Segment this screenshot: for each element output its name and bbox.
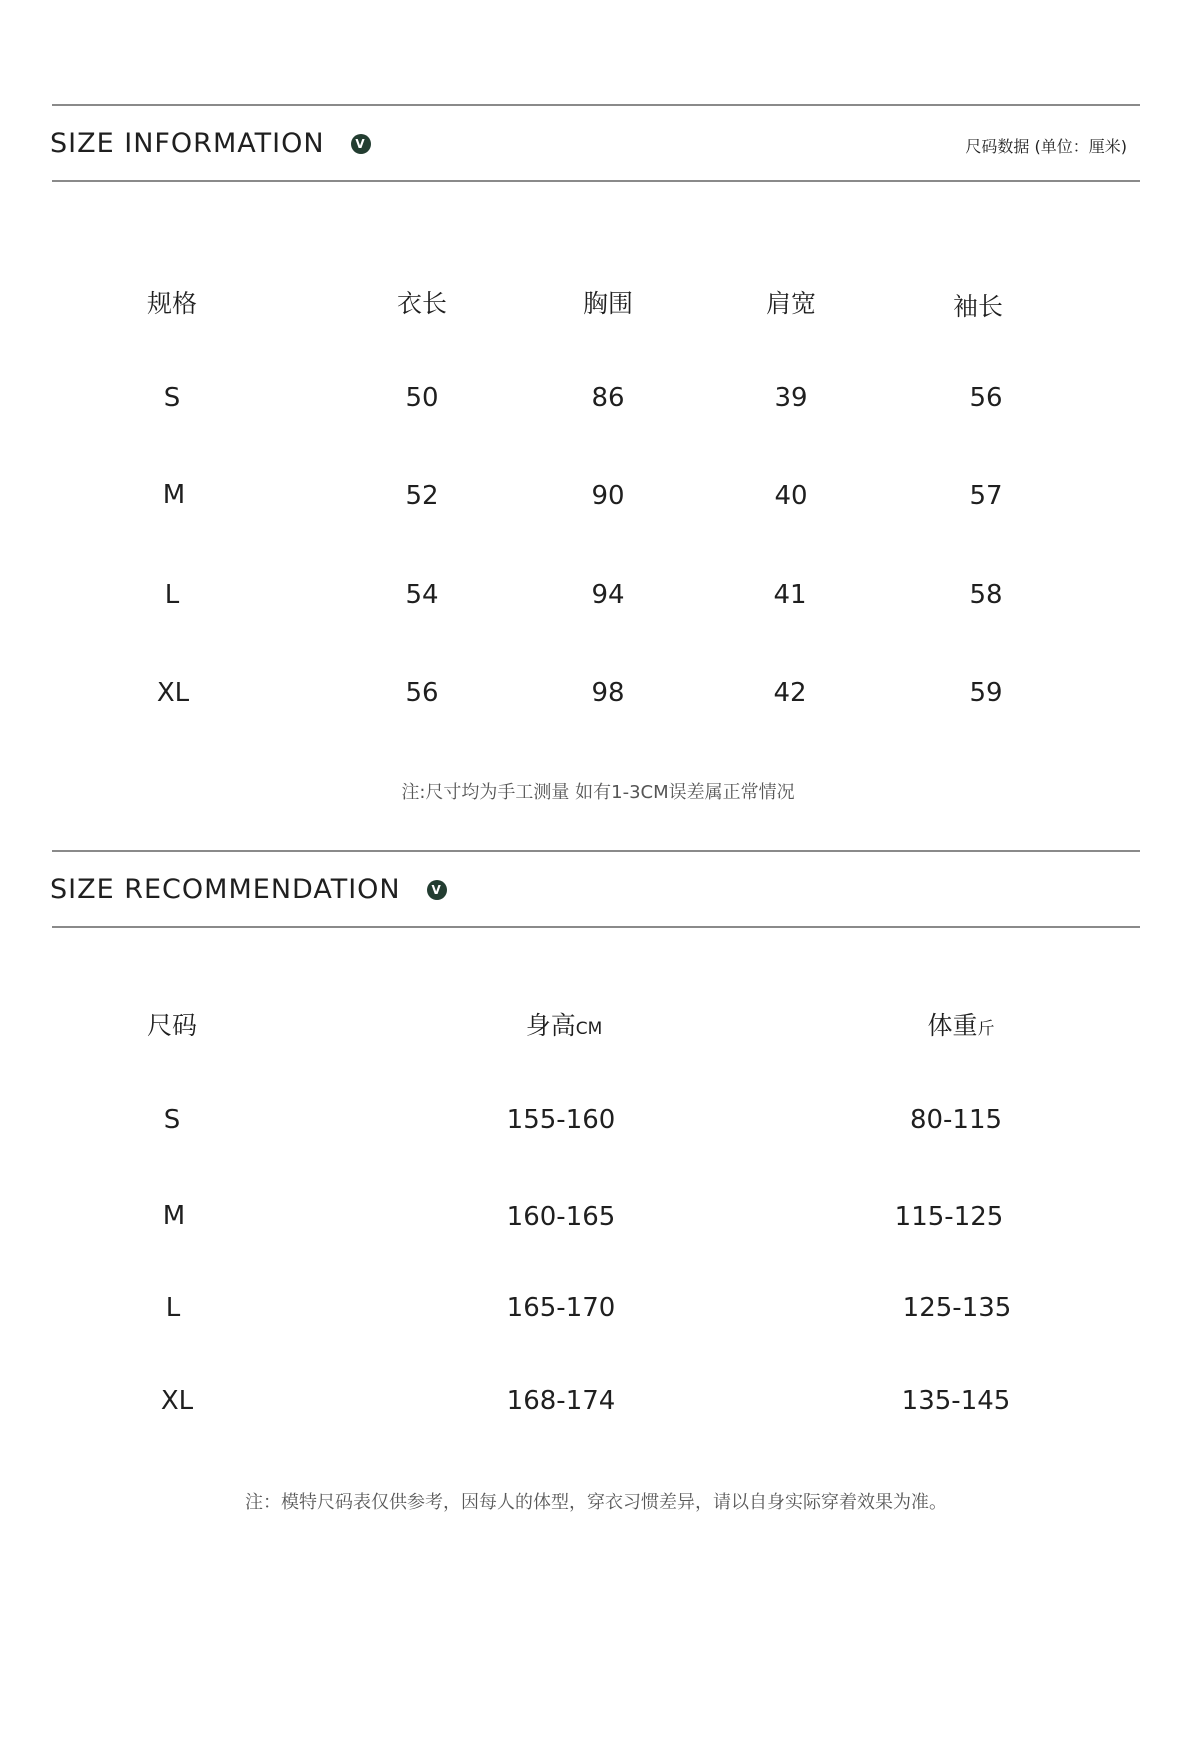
check-badge-icon: V — [427, 880, 447, 900]
table-cell: 40 — [774, 481, 808, 511]
size-info-header-sleeve: 袖长 — [952, 292, 1004, 321]
size-rec-header-rule — [52, 926, 1140, 928]
table-cell: 58 — [969, 580, 1003, 610]
table-cell: 80-115 — [909, 1105, 1003, 1135]
size-rec-header-height-unit: CM — [575, 1019, 603, 1039]
table-cell: 39 — [774, 383, 808, 413]
table-cell: 42 — [773, 678, 807, 708]
table-cell: 160-165 — [506, 1202, 616, 1232]
size-rec-header-weight — [927, 1006, 994, 1042]
table-cell: 56 — [969, 383, 1003, 413]
size-info-title — [50, 128, 371, 159]
table-cell: 165-170 — [506, 1293, 616, 1323]
size-rec-header-weight-unit: 斤 — [977, 1019, 995, 1039]
unit-note: 尺码数据 (单位：厘米) — [965, 137, 1127, 156]
table-cell: 168-174 — [506, 1386, 616, 1416]
size-info-header-length: 衣长 — [396, 289, 448, 318]
table-cell: S — [163, 1105, 181, 1135]
table-cell: L — [165, 1293, 181, 1323]
size-rec-top-rule — [52, 850, 1140, 852]
size-rec-title-text: SIZE RECOMMENDATION — [50, 874, 401, 905]
check-badge-icon: V — [351, 134, 371, 154]
table-cell: L — [164, 580, 180, 610]
table-cell: 135-145 — [901, 1386, 1011, 1416]
table-cell: 41 — [773, 580, 807, 610]
top-rule — [52, 104, 1140, 106]
size-info-note: 注:尺寸均为手工测量 如有1-3CM误差属正常情况 — [401, 782, 795, 803]
table-cell: 50 — [405, 383, 439, 413]
size-rec-header-height-label: 身高 — [525, 1011, 576, 1040]
table-cell: M — [162, 480, 186, 510]
table-cell: 115-125 — [894, 1202, 1004, 1232]
size-info-title-text: SIZE INFORMATION — [50, 128, 325, 159]
size-rec-header-size — [147, 1006, 197, 1042]
table-cell: M — [162, 1201, 186, 1231]
table-cell: 59 — [969, 678, 1003, 708]
size-info-header-chest: 胸围 — [582, 289, 634, 318]
table-cell: 90 — [591, 481, 625, 511]
size-rec-title — [50, 874, 447, 905]
table-cell: 98 — [591, 678, 625, 708]
size-info-header-shoulder: 肩宽 — [765, 289, 817, 318]
size-rec-header-height — [526, 1006, 603, 1042]
table-cell: 56 — [405, 678, 439, 708]
size-rec-header-weight-label: 体重 — [927, 1011, 978, 1040]
table-cell: 57 — [969, 481, 1003, 511]
table-cell: XL — [160, 1386, 194, 1416]
table-cell: 125-135 — [902, 1293, 1012, 1323]
size-info-header-rule — [52, 180, 1140, 182]
table-cell: 52 — [405, 481, 439, 511]
table-cell: XL — [156, 678, 190, 708]
table-cell: 86 — [591, 383, 625, 413]
size-info-header-spec: 规格 — [146, 289, 198, 318]
table-cell: S — [163, 383, 181, 413]
size-rec-header-size-label: 尺码 — [146, 1011, 198, 1040]
table-cell: 155-160 — [506, 1105, 616, 1135]
size-rec-note: 注：模特尺码表仅供参考，因每人的体型，穿衣习惯差异，请以自身实际穿着效果为准。 — [245, 1492, 947, 1513]
table-cell: 54 — [405, 580, 439, 610]
table-cell: 94 — [591, 580, 625, 610]
